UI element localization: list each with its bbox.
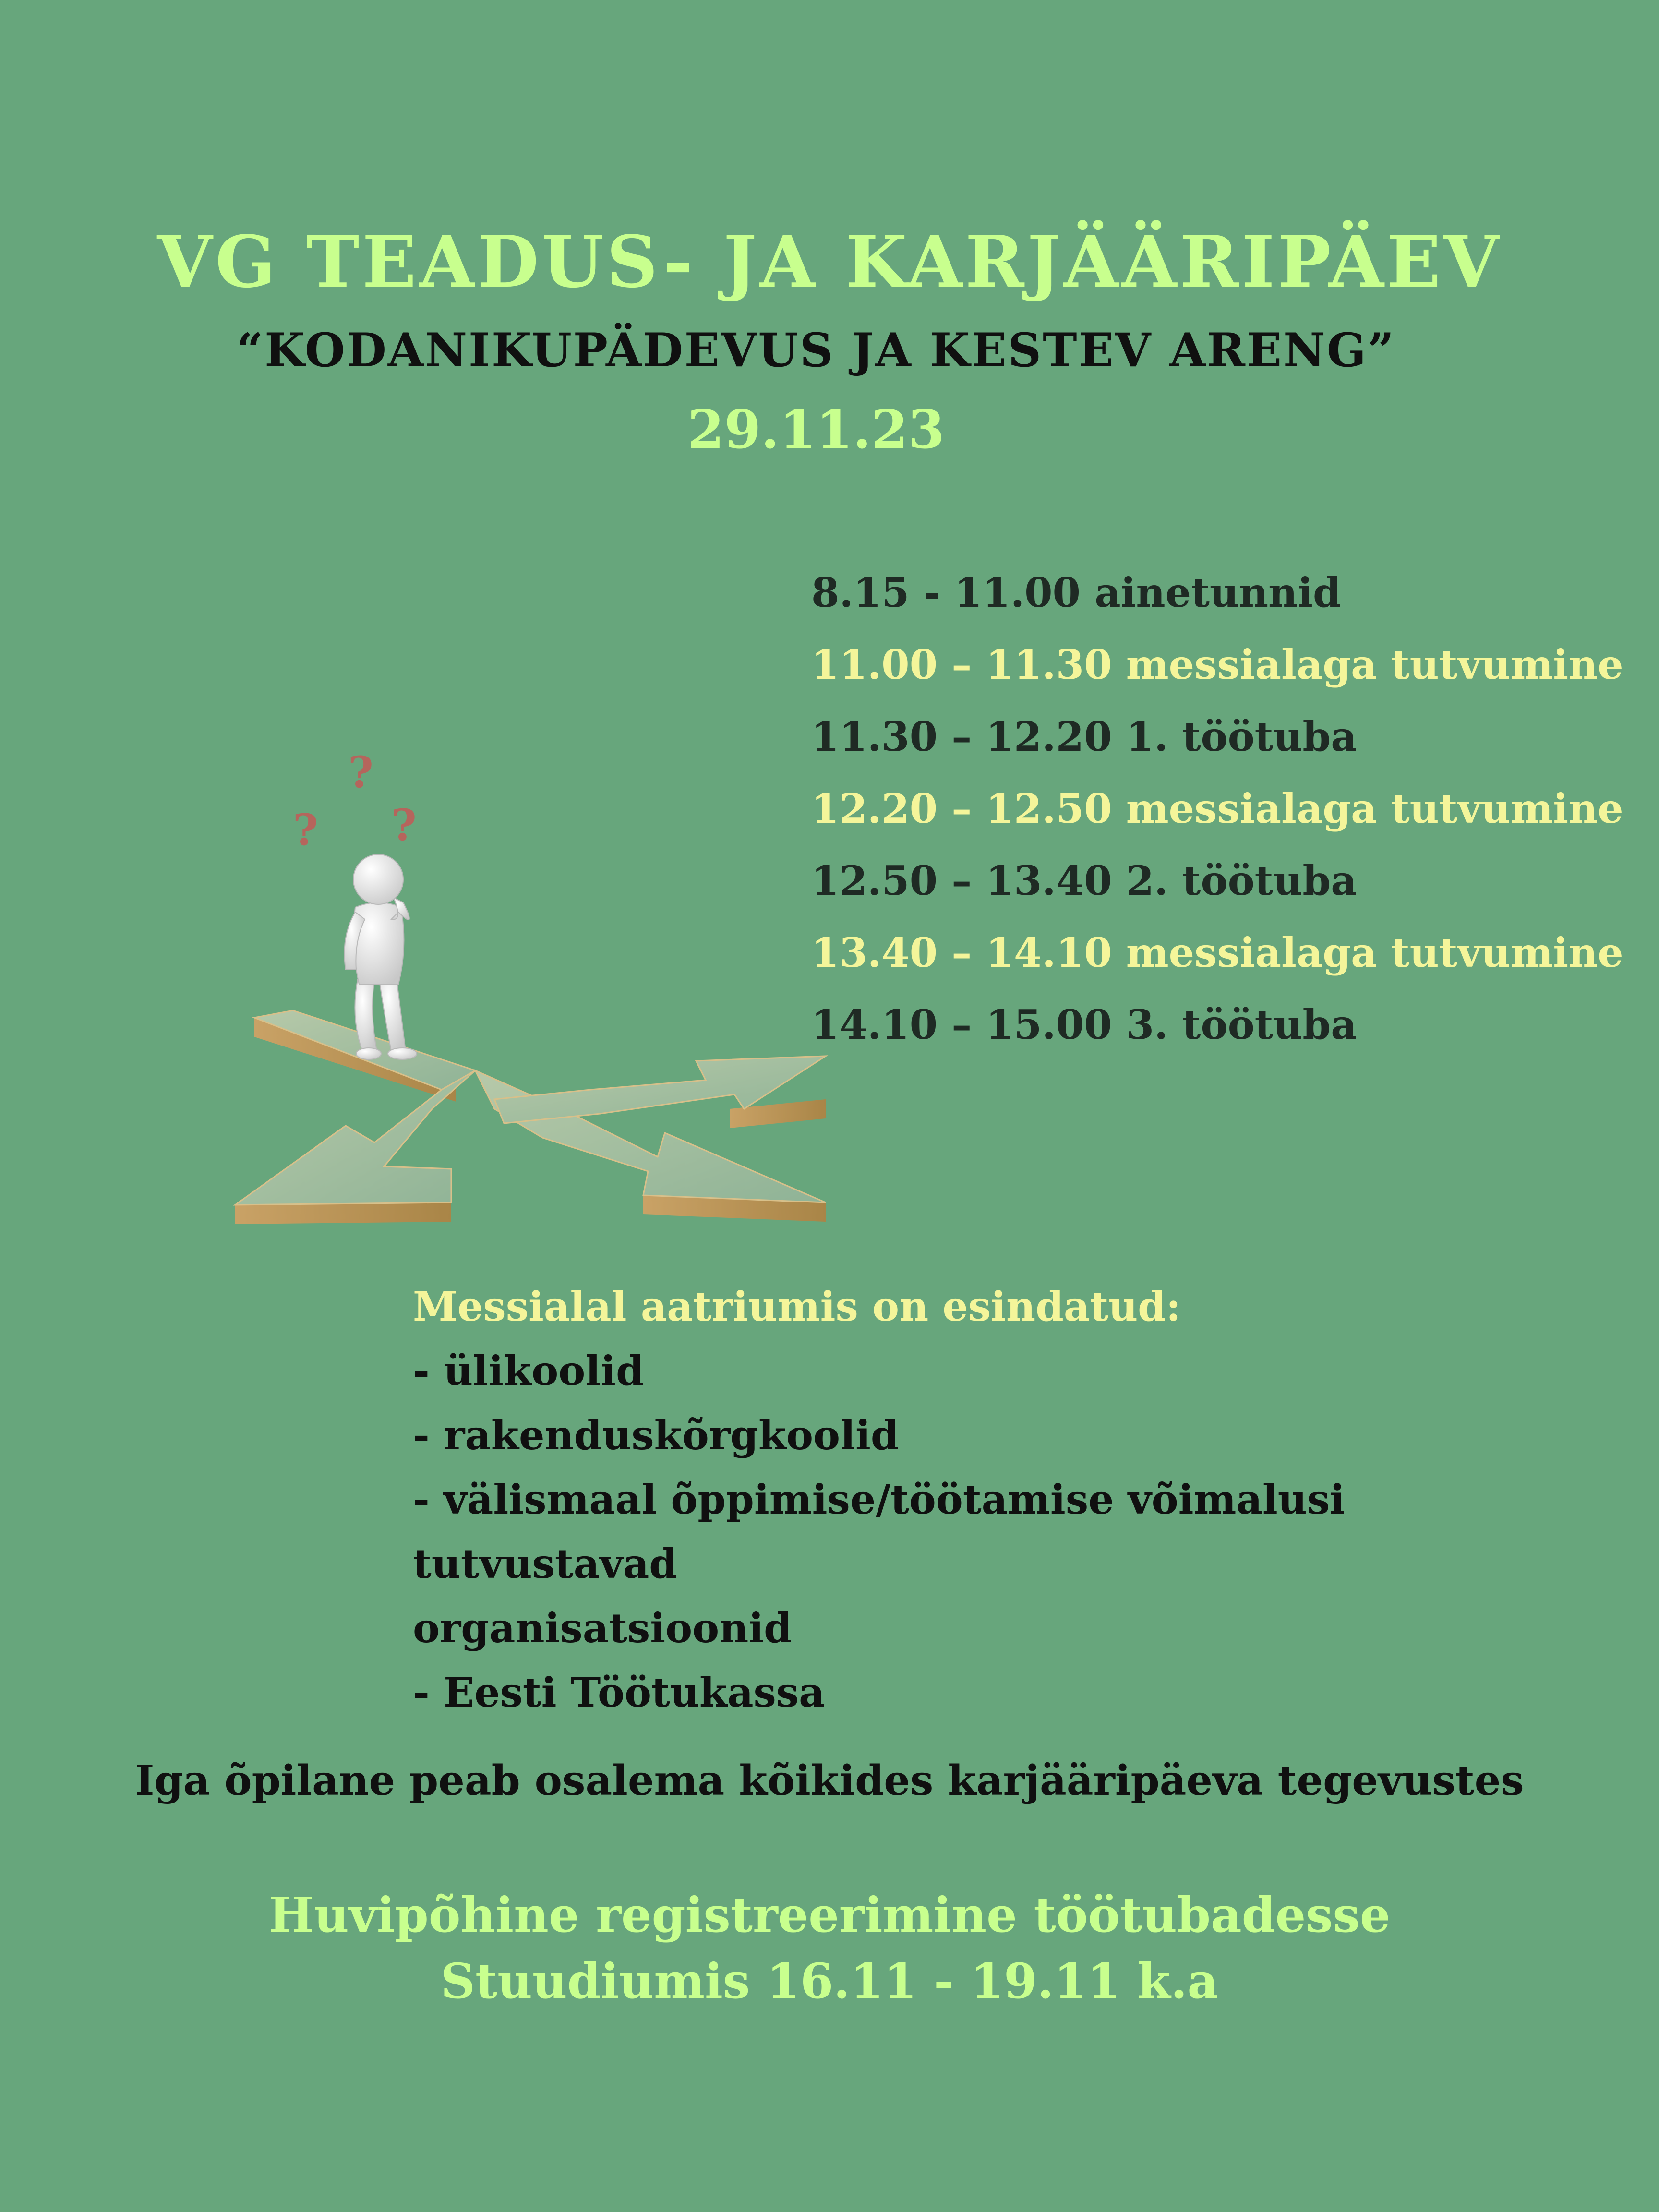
schedule-row: 12.50 – 13.40 2. töötuba [811, 857, 1357, 904]
registration-dates: Stuudiumis 16.11 - 19.11 k.a [440, 1953, 1219, 2009]
schedule-row: 11.30 – 12.20 1. töötuba [811, 713, 1357, 760]
list-item: organisatsioonid [413, 1604, 792, 1652]
question-mark-icon: ? [348, 747, 373, 798]
list-item: - välismaal õppimise/töötamise võimalusi tutvustavad [413, 1476, 1346, 1587]
registration-line: Huvipõhine registreerimine töötubadesse [268, 1887, 1391, 1943]
question-mark-icon: ? [391, 800, 417, 851]
question-mark-icon: ? [293, 805, 318, 855]
expo-heading: Messialal aatriumis on esindatud: [413, 1283, 1181, 1330]
schedule-row: 8.15 - 11.00 ainetunnid [811, 569, 1341, 616]
expo-section [413, 1274, 1565, 1725]
list-item: - Eesti Töötukassa [413, 1669, 825, 1716]
registration-info [0, 1882, 1659, 2014]
schedule-row: 12.20 – 12.50 messialaga tutvumine [811, 785, 1623, 832]
event-subtitle: “KODANIKUPÄDEVUS JA KESTEV ARENG” [236, 323, 1396, 377]
participation-notice: Iga õpilane peab osalema kõikides karjääripäeva tegevustes [135, 1756, 1524, 1805]
crossroads-figure-icon [226, 744, 850, 1262]
list-item: - rakenduskõrgkoolid [413, 1411, 899, 1459]
page-title: VG TEADUS- JA KARJÄÄRIPÄEV [157, 220, 1502, 303]
schedule-row: 14.10 – 15.00 3. töötuba [811, 1001, 1357, 1048]
schedule-row: 11.00 – 11.30 messialaga tutvumine [811, 641, 1623, 688]
event-date: 29.11.23 [687, 398, 945, 460]
list-item: - ülikoolid [413, 1347, 644, 1395]
schedule-row: 13.40 – 14.10 messialaga tutvumine [811, 929, 1623, 976]
schedule-list [811, 557, 1637, 1061]
